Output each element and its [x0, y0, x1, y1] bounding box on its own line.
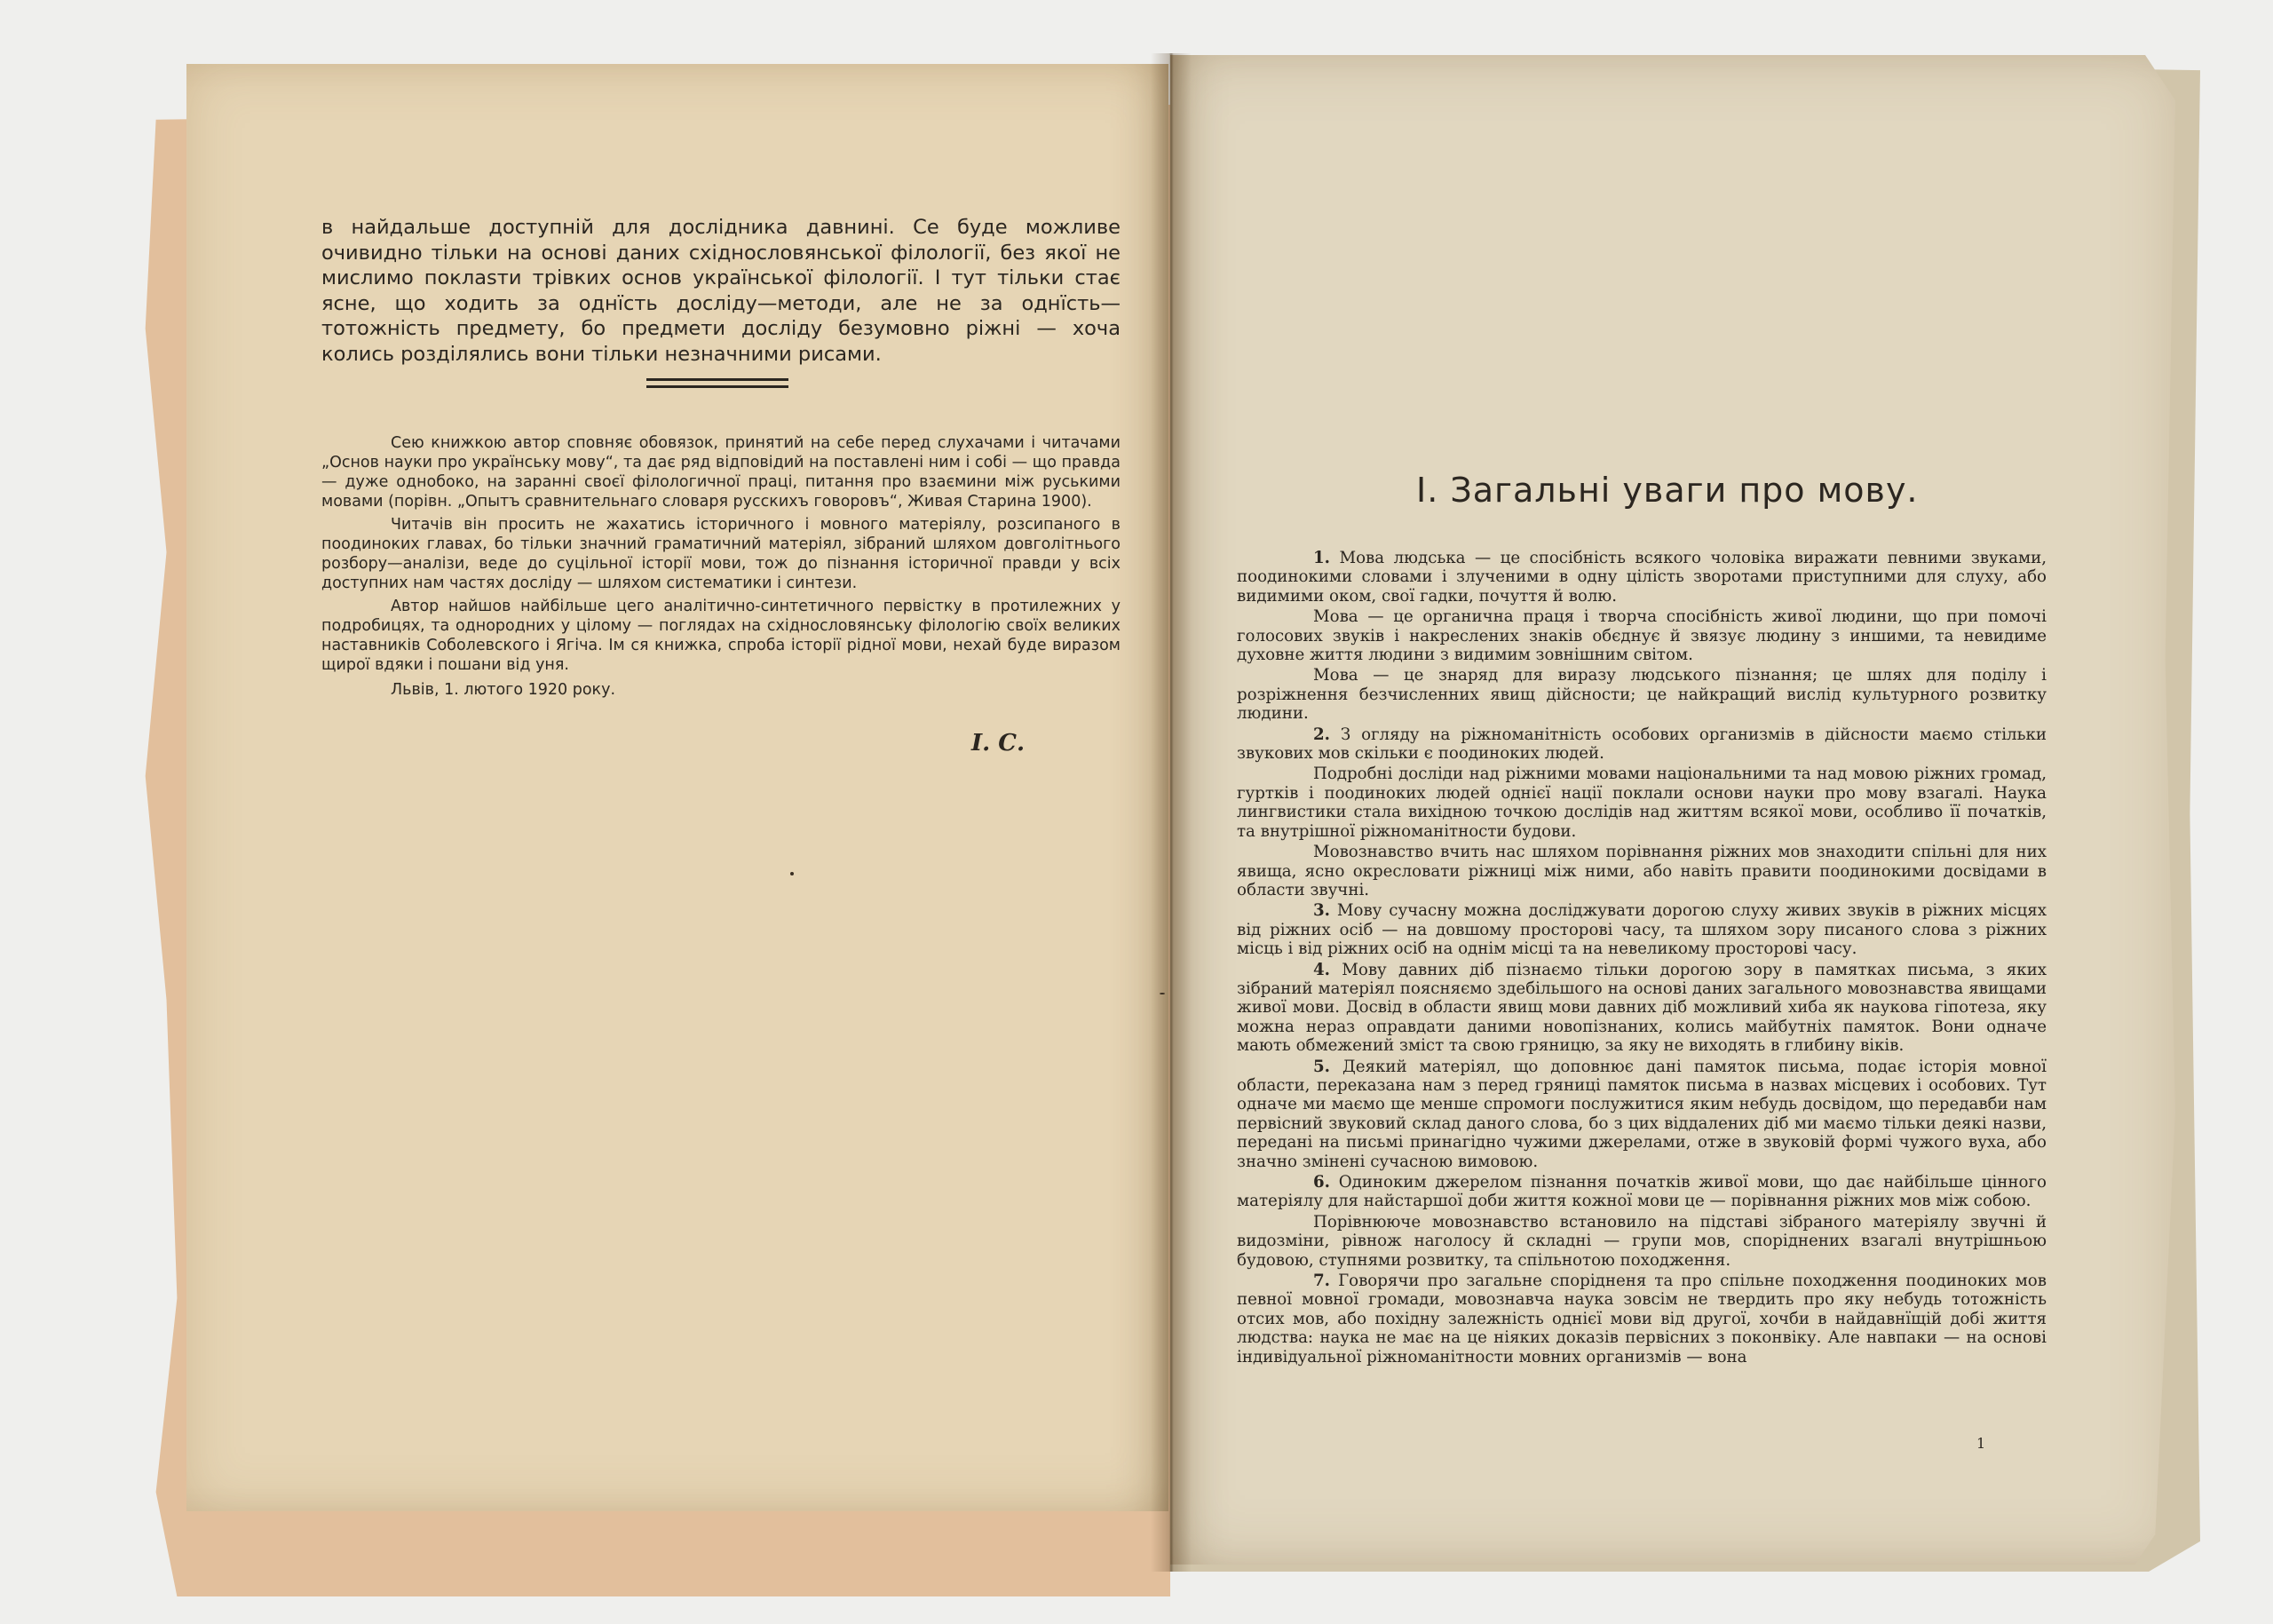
chapter-paragraph: [1237, 764, 2047, 841]
chapter-paragraph: [1237, 549, 2047, 606]
divider-rule-bottom: [646, 385, 788, 388]
chapter-paragraph: [1237, 1173, 2047, 1211]
chapter-body: [1237, 549, 2047, 1368]
paragraph-text: Мову сучасну можна досліджувати дорогою слуху живих звуків в ріжних місцях від ріжних осіб — на довшому просторові часу, та шляхом зору писаного слова з ріжних місць і від ріжних осіб на однім місці та на невеликому просторові часу.: [1237, 901, 2047, 959]
left-page-paragraph: в найдальше доступній для дослідника давнині. Се буде можливе очивидно тільки на основі даних східнословянської філології, без якої не мислимо поклasти трівких основ української філології. І тут тільки стає ясне, що ходить за однїсть досліду—методи, але не за однїсть—тотожність предмету, бо предмети досліду безумовно ріжні — хоча колись розділялись вони тільки незначними рисами.: [321, 216, 1121, 366]
divider-rule-top: [646, 378, 788, 381]
section-number: 1.: [1313, 549, 1330, 567]
book-gutter: [1151, 53, 1192, 1572]
chapter-paragraph: [1237, 725, 2047, 764]
chapter-paragraph: [1237, 843, 2047, 899]
page-number: 1: [1976, 1435, 1986, 1452]
paragraph-text: Говорячи про загальне спорідненя та про спільне походження поодиноких мов певної мовної громади, мовознавча наука зовсім не твердить про яку небудь тотожність отсих мов, або похідну залежність однієї мови від другої, хочби в найдавнїщій добі життя людства: наука не має на це ніяких доказів первісних з поконвіку. Але навпаки — на основі індивідуальної ріжноманітности мовних организмів — вона: [1237, 1271, 2047, 1367]
preface-block: [321, 433, 1121, 703]
chapter-paragraph: [1237, 1271, 2047, 1367]
author-signature: І. С.: [971, 730, 1026, 757]
paragraph-text: Мовознавство вчить нас шляхом порівнання ріжних мов знаходити спільні для них явища, ясно окресловати ріжниці між ними, або навіть правити поодинокими досвідами в области звучні.: [1237, 843, 2047, 899]
paragraph-text: Мову давних діб пізнаємо тільки дорогою зору в памятках письма, з яких зібраний матеріял поясняємо здебільшого на основі даних загального мовознавства явищами живої мови. Досвід в области явищ мови давних діб можливий хиба як наукова гіпотеза, яку можна нераз оправдати даними новопізнаних, колись майбутніх памяток. Вони одначе мають обмежений зміст та свою гряницю, за яку не виходять в глибину віків.: [1237, 960, 2047, 1056]
section-number: 4.: [1313, 960, 1330, 979]
paragraph-text: Одиноким джерелом пізнання початків живої мови, що дає найбільше цінного матеріялу для найстаршої доби життя кожної мови це — порівнання ріжних мов між собою.: [1237, 1173, 2047, 1211]
section-number: 2.: [1313, 725, 1330, 744]
paper-speck: [1160, 993, 1165, 994]
chapter-heading: І. Загальні уваги про мову.: [1416, 471, 1919, 510]
section-number: 7.: [1313, 1271, 1330, 1291]
chapter-paragraph: [1237, 607, 2047, 664]
preface-paragraph-1: Сею книжкою автор сповняє обовязок, принятий на себе перед слухачами і читачами „Основ науки про українську мову“, та дає ряд відповідий на поставлені ним і собі — що правда — дуже однобоко, на заранні своєї філологичної праці, питання про взаємини між руськими мовами (порівн. „Опытъ сравнительнаго словаря русскихъ говоровъ“, Живая Старина 1900).: [321, 434, 1121, 511]
preface-date: Львів, 1. лютого 1920 року.: [391, 681, 616, 699]
chapter-paragraph: [1237, 961, 2047, 1056]
chapter-paragraph: [1237, 1058, 2047, 1171]
chapter-paragraph: [1237, 1213, 2047, 1270]
paragraph-text: Подробні досліди над ріжними мовами національними та над мовою ріжних громад, гуртків і поодиноких людей однієї нації поклали основи науки про мову взагалі. Наука лингвистики стала вихідною точкою дослідів над життям всякої мови, особливо її початків, та внутрішної ріжноманітности будови.: [1237, 764, 2047, 841]
paragraph-text: Мова — це органична праця і творча спосібність живої людини, що при помочі голосових звуків і накреслених знаків обєднує й звязує людину з иншими, та невидиме духовне життя людини з видимим зовнішним світом.: [1237, 607, 2047, 665]
section-number: 5.: [1313, 1057, 1330, 1076]
paragraph-text: Мова — це знаряд для виразу людського пізнання; це шлях для поділу і розріжнення безчисленних явищ дійсности; це найкращий вислід культурного розвитку людини.: [1237, 666, 2047, 724]
paper-speck: [790, 872, 794, 875]
paragraph-text: Деякий матеріял, що доповнює дані памяток письма, подає історія мовної области, переказана нам з перед гряниці памяток письма в назвах місцевих і особових. Тут одначе ми маємо ще менше спромоги послужитися яким небудь досвідом, що передавби нам первісний звуковий склад даного слова, бо з цих віддалених діб ми маємо тільки деякі назви, передані на письмі принагідно чужими джерелами, отже в звуковій формі чужого вуха, або значно змінені сучасною вимовою.: [1237, 1057, 2047, 1171]
paragraph-text: З огляду на ріжноманітність особових организмів в дійсности маємо стільки звукових мов скільки є поодиноких людей.: [1237, 725, 2047, 764]
chapter-paragraph: [1237, 666, 2047, 723]
section-number: 3.: [1313, 901, 1330, 921]
preface-paragraph-3: Автор найшов найбільше цего аналітично-синтетичного первістку в протилежних у подробицях, та однородних у цілому — поглядах на східнословянську філологію своїх великих наставників Соболевского і Ягіча. Ім ся книжка, спроба історії рідної мови, нехай буде виразом щирої вдяки і пошани від уня.: [321, 598, 1121, 674]
chapter-paragraph: [1237, 901, 2047, 958]
preface-paragraph-2: Читачів він просить не жахатись історичного і мовного матеріялу, розсипаного в поодиноких главах, бо тільки значний граматичний матеріял, зібраний шляхом довголітнього розбору—аналізи, веде до суцільної історії мови, тож до пізнання історичної правди у всіх доступних нам частях досліду — шляхом систематики і синтези.: [321, 516, 1121, 592]
section-number: 6.: [1313, 1173, 1330, 1192]
paragraph-text: Мова людська — це спосібність всякого чоловіка виражати певними звуками, поодинокими словами і злученими в одну цілість зворотами приступними для слуху, або видимими оком, свої гадки, почуття й волю.: [1237, 549, 2047, 606]
paragraph-text: Порівнююче мовознавство встановило на підставі зібраного матеріялу звучні й видозміни, рівнож наголосу й складні — групи мов, споріднених взагалі внутрішньою будовою, ступнями розвитку, та спільнотою походження.: [1237, 1212, 2047, 1270]
